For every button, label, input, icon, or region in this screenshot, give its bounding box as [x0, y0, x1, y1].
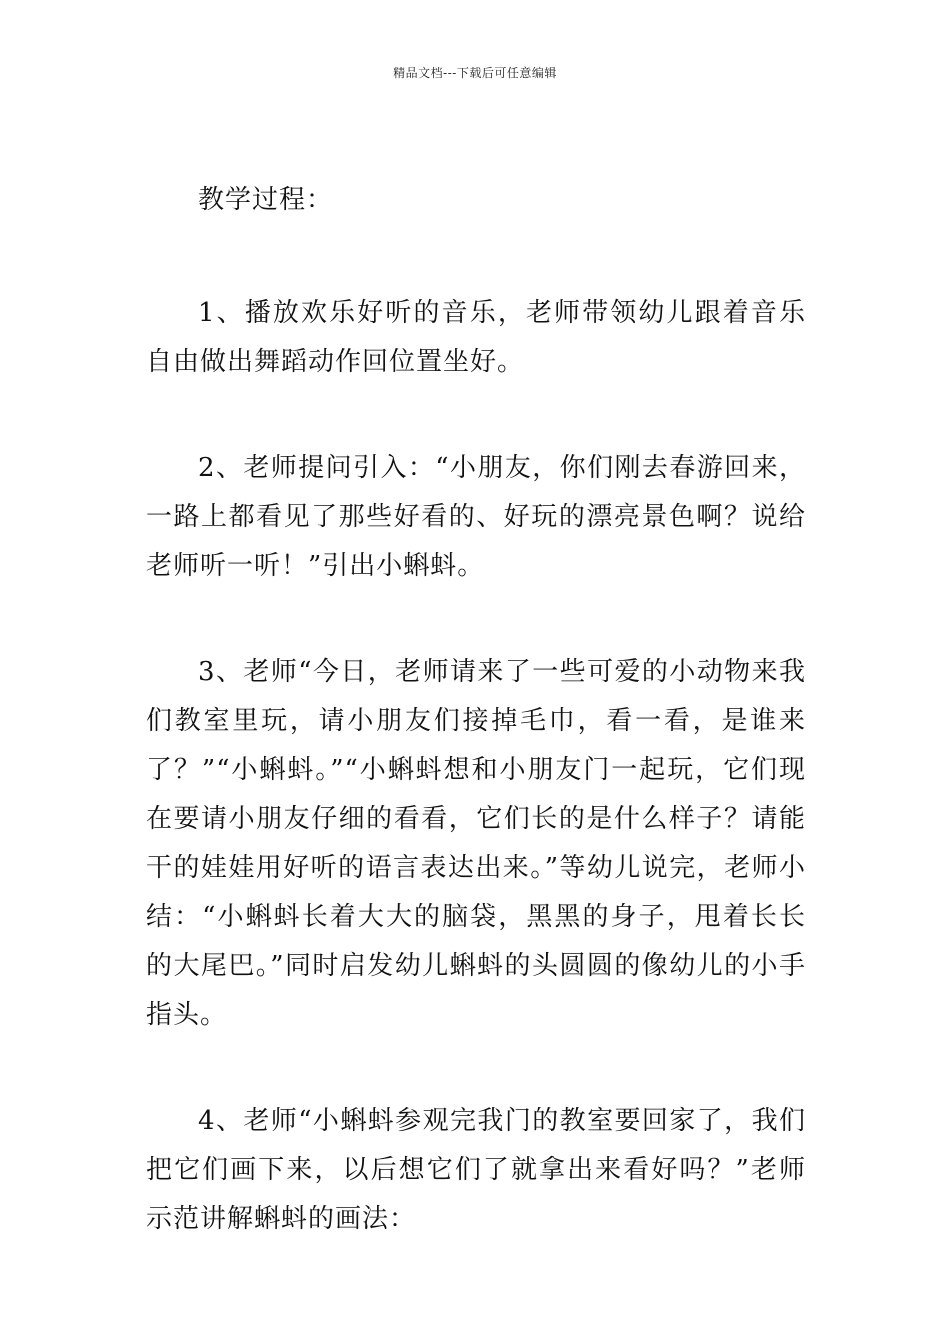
document-body: [146, 176, 806, 1244]
section-title: 教学过程：: [198, 185, 334, 215]
page-header: 精品文档---下载后可任意编辑: [393, 66, 557, 80]
paragraph-1: 1、播放欢乐好听的音乐，老师带领幼儿跟着音乐自由做出舞蹈动作回位置坐好。: [146, 298, 806, 377]
paragraph-4: 4、老师“小蝌蚪参观完我门的教室要回家了，我们把它们画下来，以后想它们了就拿出来看好吗？”老师示范讲解蝌蚪的画法：: [146, 1106, 806, 1234]
paragraph-3: 3、老师“今日，老师请来了一些可爱的小动物来我们教室里玩，请小朋友们接掉毛巾，看一看，是谁来了？”“小蝌蚪。”“小蝌蚪想和小朋友门一起玩，它们现在要请小朋友仔细的看看，它们长的是什么样子？请能干的娃娃用好听的语言表达出来。”等幼儿说完，老师小结：“小蝌蚪长着大大的脑袋，黑黑的身子，甩着长长的大尾巴。”同时启发幼儿蝌蚪的头圆圆的像幼儿的小手指头。: [146, 657, 806, 1030]
paragraph-2: 2、老师提问引入：“小朋友，你们刚去春游回来，一路上都看见了那些好看的、好玩的漂亮景色啊？说给老师听一听！”引出小蝌蚪。: [146, 453, 806, 581]
